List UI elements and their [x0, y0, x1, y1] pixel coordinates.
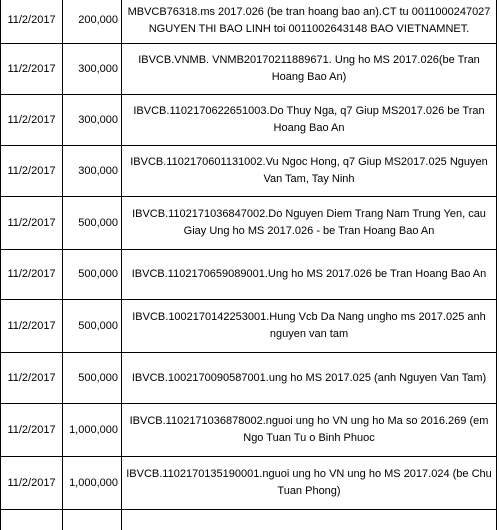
- amount-cell: 1,000,000: [63, 457, 122, 510]
- date-cell: 11/2/2017: [1, 146, 63, 197]
- table-row: [1, 0, 497, 44]
- amount-cell: 300,000: [63, 44, 122, 95]
- description-cell: IBVCB.1102171036847002.Do Nguyen Diem Trang Nam Trung Yen, cau Giay Ung ho MS 2017.026 - be Tran Hoang Bao An: [122, 197, 497, 250]
- date-cell: 11/2/2017: [1, 353, 63, 404]
- date-cell: 11/2/2017: [1, 95, 63, 146]
- table-row: [1, 457, 497, 510]
- description-cell-empty: [122, 510, 497, 530]
- date-cell: 11/2/2017: [1, 404, 63, 457]
- date-cell: 11/2/2017: [1, 0, 63, 44]
- amount-cell: 500,000: [63, 353, 122, 404]
- table-row: [1, 95, 497, 146]
- amount-cell-empty: [63, 510, 122, 530]
- date-cell-empty: [1, 510, 63, 530]
- date-cell: 11/2/2017: [1, 457, 63, 510]
- date-cell: 11/2/2017: [1, 300, 63, 353]
- amount-cell: 1,000,000: [63, 404, 122, 457]
- table-row: [1, 197, 497, 250]
- description-cell: IBVCB.1002170090587001.ung ho MS 2017.025 (anh Nguyen Van Tam): [122, 353, 497, 404]
- table-row: [1, 250, 497, 300]
- date-cell: 11/2/2017: [1, 44, 63, 95]
- table-row: [1, 404, 497, 457]
- description-cell: IBVCB.1102170622651003.Do Thuy Nga, q7 Giup MS2017.026 be Tran Hoang Bao An: [122, 95, 497, 146]
- description-cell: IBVCB.1102171036878002.nguoi ung ho VN ung ho Ma so 2016.269 (em Ngo Tuan Tu o Binh Phuoc: [122, 404, 497, 457]
- date-cell: 11/2/2017: [1, 197, 63, 250]
- table-row: [1, 353, 497, 404]
- description-cell: IBVCB.1102170601131002.Vu Ngoc Hong, q7 Giup MS2017.025 Nguyen Van Tam, Tay Ninh: [122, 146, 497, 197]
- amount-cell: 500,000: [63, 250, 122, 300]
- amount-cell: 500,000: [63, 300, 122, 353]
- amount-cell: 300,000: [63, 146, 122, 197]
- table-row: [1, 300, 497, 353]
- table-row: [1, 146, 497, 197]
- amount-cell: 200,000: [63, 0, 122, 44]
- description-cell: IBVCB.1102170659089001.Ung ho MS 2017.026 be Tran Hoang Bao An: [122, 250, 497, 300]
- table-row: [1, 44, 497, 95]
- description-cell: IBVCB.1102170135190001.nguoi ung ho VN ung ho MS 2017.024 (be Chu Tuan Phong): [122, 457, 497, 510]
- amount-cell: 500,000: [63, 197, 122, 250]
- date-cell: 11/2/2017: [1, 250, 63, 300]
- table-row-partial: [1, 510, 497, 530]
- description-cell: MBVCB76318.ms 2017.026 (be tran hoang bao an).CT tu 0011000247027 NGUYEN THI BAO LINH toi 0011002643148 BAO VIETNAMNET.: [122, 0, 497, 44]
- amount-cell: 300,000: [63, 95, 122, 146]
- description-cell: IBVCB.1002170142253001.Hung Vcb Da Nang ungho ms 2017.025 anh nguyen van tam: [122, 300, 497, 353]
- description-cell: IBVCB.VNMB. VNMB20170211889671. Ung ho MS 2017.026(be Tran Hoang Bao An): [122, 44, 497, 95]
